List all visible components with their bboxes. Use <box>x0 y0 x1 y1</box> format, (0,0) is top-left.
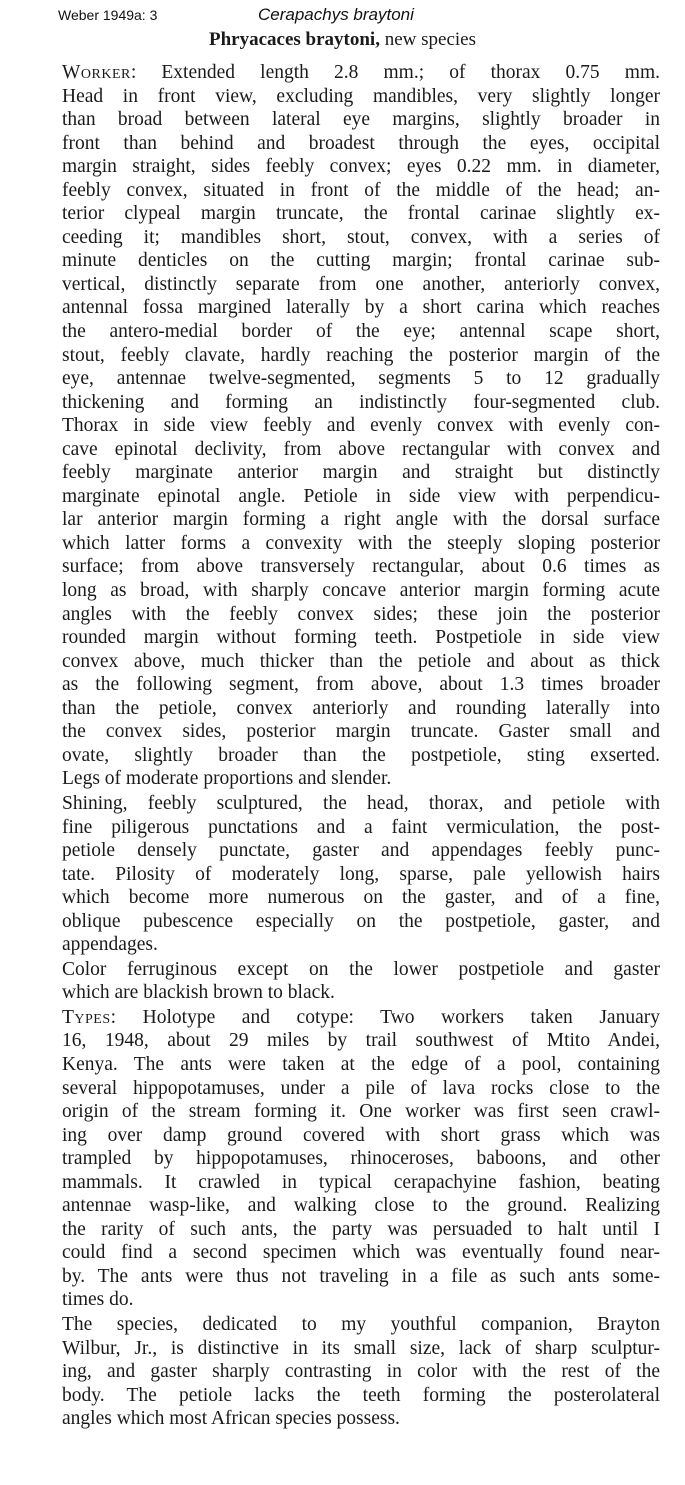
text-line <box>40 1171 660 1195</box>
line-text: times do. <box>62 1289 134 1311</box>
text-line <box>40 414 660 438</box>
line-text: Head in front view, excluding mandibles, very slightly longer <box>62 85 660 107</box>
line-text: oblique pubescence especially on the postpetiole, gaster, and <box>62 910 660 932</box>
line-text: Color ferruginous except on the lower postpetiole and gaster <box>62 958 660 980</box>
line-text: eye, antennae twelve-segmented, segments 5 to 12 gradually <box>62 368 660 390</box>
line-text: ing, and gaster sharply contrasting in color with the rest of the <box>62 1361 660 1383</box>
line-text: which latter forms a convexity with the steeply sloping posterior <box>62 532 660 554</box>
text-line <box>40 1029 660 1053</box>
line-text: feebly marginate anterior margin and straight but distinctly <box>62 462 660 484</box>
line-text: Wilbur, Jr., is distinctive in its small size, lack of sharp sculptur- <box>62 1337 660 1359</box>
line-text: Kenya. The ants were taken at the edge of a pool, containing <box>62 1053 660 1075</box>
text-line <box>40 767 660 791</box>
line-text: angles with the feebly convex sides; these join the posterior <box>62 603 660 625</box>
line-text: petiole densely punctate, gaster and appendages feebly punc- <box>62 840 660 862</box>
text-line <box>40 1124 660 1148</box>
line-text: ceeding it; mandibles short, stout, convex, with a series of <box>62 226 660 248</box>
species-status: new species <box>379 29 476 50</box>
text-line <box>40 249 660 273</box>
text-line <box>40 1053 660 1077</box>
line-text: surface; from above transversely rectangular, about 0.6 times as <box>62 556 660 578</box>
line-text: 16, 1948, about 29 miles by trail southwest of Mtito Andei, <box>62 1030 660 1052</box>
line-text: convex above, much thicker than the petiole and about as thick <box>62 650 660 672</box>
text-line <box>40 933 660 957</box>
line-text: mammals. It crawled in typical cerapachyine fashion, beating <box>62 1171 660 1193</box>
description-body <box>40 61 660 1431</box>
line-text: ovate, slightly broader than the postpetiole, sting exserted. <box>62 744 660 766</box>
text-line <box>40 1194 660 1218</box>
text-line <box>40 461 660 485</box>
text-line <box>40 1384 660 1408</box>
text-line <box>40 555 660 579</box>
line-text: : Holotype and cotype: Two workers taken January <box>110 1006 660 1028</box>
text-line <box>40 650 660 674</box>
text-line <box>40 438 660 462</box>
text-line <box>40 155 660 179</box>
text-line <box>40 626 660 650</box>
line-text: thickening and forming an indistinctly four-segmented club. <box>62 391 660 413</box>
line-text: feebly convex, situated in front of the middle of the head; an- <box>62 179 660 201</box>
citation-reference: Weber 1949a: 3 <box>58 7 158 23</box>
text-line <box>40 744 660 768</box>
line-text: appendages. <box>62 934 158 956</box>
line-text: minute denticles on the cutting margin; frontal carinae sub- <box>62 250 660 272</box>
paragraph-dedication <box>40 1313 660 1431</box>
species-title <box>0 28 685 52</box>
text-line <box>40 367 660 391</box>
text-line <box>40 296 660 320</box>
line-text: as the following segment, from above, about 1.3 times broader <box>62 674 660 696</box>
text-line <box>40 1147 660 1171</box>
text-line <box>40 981 660 1005</box>
line-text: antennae wasp-like, and walking close to the ground. Realizing <box>62 1195 660 1217</box>
line-text: the rarity of such ants, the party was persuaded to halt until I <box>62 1218 660 1240</box>
text-line <box>40 1265 660 1289</box>
text-line <box>40 85 660 109</box>
text-line <box>40 958 660 982</box>
line-text: marginate epinotal angle. Petiole in side view with perpendicu- <box>62 485 660 507</box>
line-text: the antero-medial border of the eye; antennal scape short, <box>62 321 660 343</box>
text-line <box>40 1360 660 1384</box>
line-text: margin straight, sides feebly convex; eyes 0.22 mm. in diameter, <box>62 156 660 178</box>
line-text: cave epinotal declivity, from above rectangular with convex and <box>62 438 660 460</box>
text-line <box>40 532 660 556</box>
text-line <box>40 579 660 603</box>
text-line <box>40 1288 660 1312</box>
text-line <box>40 1337 660 1361</box>
text-line <box>40 1006 660 1030</box>
line-text: terior clypeal margin truncate, the frontal carinae slightly ex- <box>62 203 660 225</box>
line-text: which are blackish brown to black. <box>62 982 335 1004</box>
text-line <box>40 1407 660 1431</box>
line-text: ing over damp ground covered with short grass which was <box>62 1124 660 1146</box>
line-text: tate. Pilosity of moderately long, sparse, pale yellowish hairs <box>62 863 660 885</box>
line-text: which become more numerous on the gaster, and of a fine, <box>62 887 660 909</box>
line-text: front than behind and broadest through the eyes, occipital <box>62 132 660 154</box>
text-line <box>40 344 660 368</box>
line-text: long as broad, with sharply concave anterior margin forming acute <box>62 580 660 602</box>
text-line <box>40 792 660 816</box>
line-text: angles which most African species possess. <box>62 1408 400 1430</box>
line-text: stout, feebly clavate, hardly reaching the posterior margin of the <box>62 344 660 366</box>
text-line <box>40 179 660 203</box>
text-line <box>40 1077 660 1101</box>
line-text: than broad between lateral eye margins, slightly broader in <box>62 109 660 131</box>
line-text: The species, dedicated to my youthful companion, Brayton <box>62 1313 660 1335</box>
text-line <box>40 863 660 887</box>
text-line <box>40 391 660 415</box>
text-line <box>40 816 660 840</box>
section-lead-word: Worker <box>62 62 131 83</box>
line-text: Legs of moderate proportions and slender. <box>62 768 392 790</box>
text-line <box>40 508 660 532</box>
text-line <box>40 108 660 132</box>
species-name: Phryacaces braytoni, <box>208 29 380 50</box>
text-line <box>40 1218 660 1242</box>
line-text: rounded margin without forming teeth. Postpetiole in side view <box>62 627 660 649</box>
text-line <box>40 1100 660 1124</box>
line-text: several hippopotamuses, under a pile of lava rocks close to the <box>62 1077 660 1099</box>
text-line <box>40 226 660 250</box>
line-text: by. The ants were thus not traveling in a file as such ants some- <box>62 1265 660 1287</box>
text-line <box>40 320 660 344</box>
paragraph-sculpture <box>40 792 660 957</box>
line-text: the convex sides, posterior margin truncate. Gaster small and <box>62 721 660 743</box>
line-text: Shining, feebly sculptured, the head, thorax, and petiole with <box>62 792 660 814</box>
paragraph-types <box>40 1006 660 1312</box>
line-text: antennal fossa margined laterally by a short carina which reaches <box>62 297 660 319</box>
text-line <box>40 603 660 627</box>
text-line <box>40 697 660 721</box>
text-line <box>40 273 660 297</box>
line-text: body. The petiole lacks the teeth forming the posterolateral <box>62 1384 660 1406</box>
text-line <box>40 910 660 934</box>
text-line <box>40 132 660 156</box>
text-line <box>40 886 660 910</box>
text-line <box>40 485 660 509</box>
text-line <box>40 1241 660 1265</box>
text-line <box>40 839 660 863</box>
line-text: : Extended length 2.8 mm.; of thorax 0.75 mm. <box>130 62 660 83</box>
text-line <box>40 61 660 85</box>
line-text: vertical, distinctly separate from one another, anteriorly convex, <box>62 273 660 295</box>
text-line <box>40 720 660 744</box>
section-lead-word: Types <box>62 1006 111 1028</box>
line-text: could find a second specimen which was eventually found near- <box>62 1242 660 1264</box>
line-text: Thorax in side view feebly and evenly convex with evenly con- <box>62 415 660 437</box>
text-line <box>40 1313 660 1337</box>
text-line <box>40 673 660 697</box>
line-text: origin of the stream forming it. One worker was first seen crawl- <box>62 1101 660 1123</box>
line-text: fine piligerous punctations and a faint vermiculation, the post- <box>62 816 660 838</box>
current-taxon-name: Cerapachys braytoni <box>258 5 414 24</box>
line-text: than the petiole, convex anteriorly and rounding laterally into <box>62 697 660 719</box>
paragraph-color <box>40 958 660 1005</box>
line-text: trampled by hippopotamuses, rhinoceroses, baboons, and other <box>62 1148 660 1170</box>
paragraph-worker <box>40 61 660 791</box>
text-line <box>40 202 660 226</box>
line-text: lar anterior margin forming a right angle with the dorsal surface <box>62 509 660 531</box>
